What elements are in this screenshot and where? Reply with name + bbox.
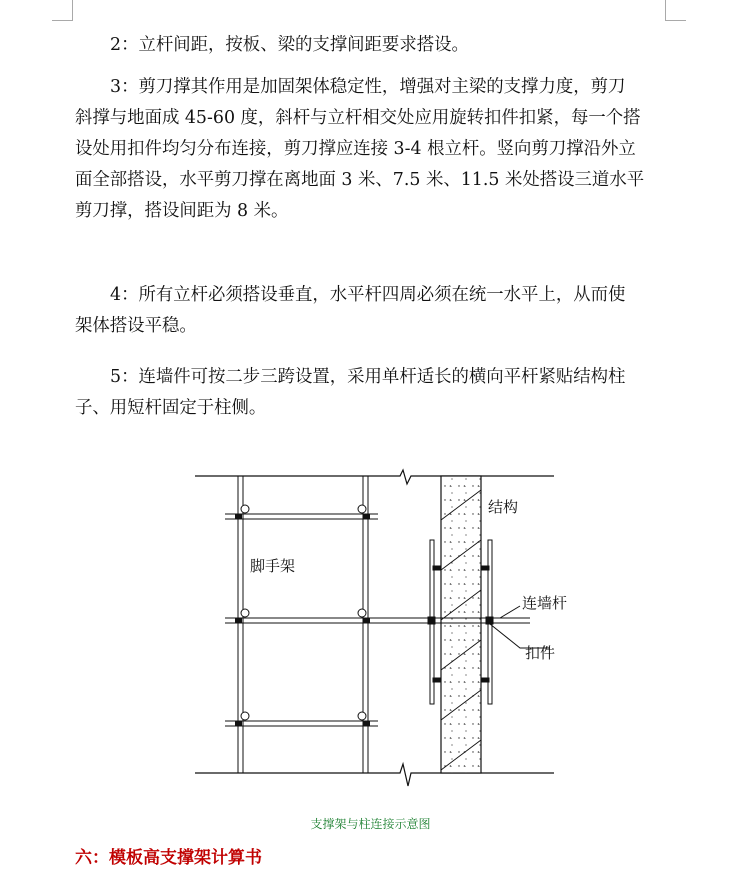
- structure-column: [441, 476, 481, 773]
- paragraph-item-2: [75, 30, 665, 61]
- scaffold-standards: [238, 476, 368, 773]
- paragraph-item-5: [75, 362, 665, 424]
- crop-mark-top-left: [52, 0, 73, 21]
- section-heading: 六：模板高支撑架计算书: [75, 848, 262, 868]
- boundary-lines: [195, 470, 554, 786]
- paragraph-line: 斜撑与地面成 45-60 度，斜杆与立杆相交处应用旋转扣件扣紧，每一个搭: [75, 108, 641, 128]
- paragraph-item-4: [75, 280, 665, 342]
- leader-lines: [490, 606, 550, 648]
- paragraph-line: 剪刀撑，搭设间距为 8 米。: [75, 201, 289, 221]
- crop-mark-top-right: [665, 0, 686, 21]
- paragraph-line: 3：剪刀撑其作用是加固架体稳定性，增强对主梁的支撑力度，剪刀: [110, 77, 626, 97]
- paragraph-line: 5：连墙件可按二步三跨设置，采用单杆适长的横向平杆紧贴结构柱: [110, 367, 626, 387]
- paragraph-line: 架体搭设平稳。: [75, 316, 197, 336]
- scaffold-clamps: [235, 505, 370, 726]
- scaffold-ledgers: [225, 514, 530, 726]
- paragraph-line: 4：所有立杆必须搭设垂直，水平杆四周必须在统一水平上，从而使: [110, 285, 626, 305]
- figure-caption: 支撑架与柱连接示意图: [310, 817, 431, 831]
- scaffold-column-connection-diagram: [190, 468, 568, 783]
- paragraph-line: 设处用扣件均匀分布连接，剪刀撑应连接 3-4 根立杆。竖向剪刀撑沿外立: [75, 139, 636, 159]
- clamp-label: 扣件: [525, 644, 556, 662]
- paragraph-line: 2：立杆间距，按板、梁的支撑间距要求搭设。: [110, 35, 469, 55]
- paragraph-line: 面全部搭设，水平剪刀撑在离地面 3 米、7.5 米、11.5 米处搭设三道水平: [75, 170, 645, 190]
- scaffold-label: 脚手架: [250, 557, 296, 575]
- paragraph-item-3: [75, 72, 665, 227]
- paragraph-line: 子、用短杆固定于柱侧。: [75, 398, 267, 418]
- structure-label: 结构: [488, 498, 519, 516]
- tie-bar-label: 连墙杆: [522, 594, 568, 612]
